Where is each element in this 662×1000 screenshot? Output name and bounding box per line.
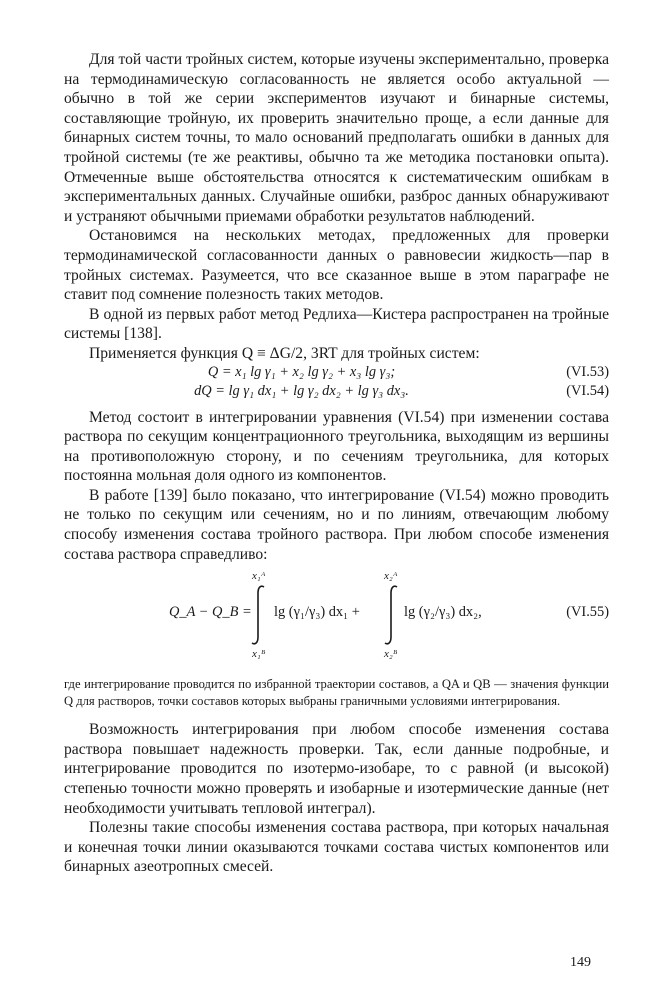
integral-2-upper-limit: x₂ᴬ [384,570,398,583]
equation-vi-54 [64,383,609,402]
integral-2-lower-limit: x₂ᴮ [384,648,398,661]
equation-vi-54-number: (VI.54) [566,382,609,399]
equation-vi-55-number: (VI.55) [566,604,609,621]
integral-2-integrand: lg (γ₂/γ₃) dx₂, [404,604,482,621]
integral-sign-icon [379,584,405,646]
integral-sign-icon [246,584,272,646]
paragraph-7: Возможность интегрирования при любом способе изменения состава раствора повышает надежность проверки. Так, если данные подробные, и интегрирование проводится по изотермо-изобаре, то с равной (и высокой) степенью точности можно проверять и изобарные и изотермические данные (нет необходимости учитывать тепловой интеграл). [64,721,609,817]
integral-1-upper-limit: x₁ᴬ [252,570,266,583]
equation-note: где интегрирование проводится по избранной траектории составов, а QA и QB — значения функции Q для растворов, точки составов которых выбраны граничными условиями интегрирования. [64,677,609,709]
equation-vi-53-body: Q = x₁ lg γ₁ + x₂ lg γ₂ + x₃ lg γ₃; [207,363,396,380]
integral-1-integrand: lg (γ₁/γ₃) dx₁ + [274,604,360,621]
paragraph-5: Метод состоит в интегрировании уравнения (VI.54) при изменении состава раствора по секущим концентрационного треугольника, выходящим из вершины на противоположную сторону, и по сечениям треугольника, для которых постоянна мольная доля одного из компонентов. [64,408,609,485]
integral-1-lower-limit: x₁ᴮ [252,648,266,661]
page-content [64,50,609,877]
paragraph-3: В одной из первых работ метод Редлиха—Кистера распространен на тройные системы [138]. [64,305,609,343]
equation-vi-53-number: (VI.53) [566,363,609,380]
page-number: 149 [570,955,591,970]
equation-vi-53 [64,364,609,383]
paragraph-8: Полезны такие способы изменения состава раствора, при которых начальная и конечная точки линии оказываются точками состава чистых компонентов или бинарных азеотропных смесей. [64,819,609,876]
paragraph-6: В работе [139] было показано, что интегрирование (VI.54) можно проводить не только по секущим или сечениям, но и по линиям, отвечающим любому способу изменения состава тройного раствора. При любом способе изменения состава раствора справедливо: [64,486,609,563]
paragraph-1: Для той части тройных систем, которые изучены экспериментально, проверка на термодинамическую согласованность не является особо актуальной — обычно в той же серии экспериментов изучают и бинарные системы, составляющие тройную, их проверить значительно проще, а если данные для бинарных систем точны, то мало оснований предполагать ошибки в данных для тройной системы (те же реактивы, обычно та же методика постановки опыта). Отмеченные выше обстоятельства относятся к систематическим ошибкам в экспериментальных данных. Случайные ошибки, разброс данных обнаруживают и устраняют обычными приемами обработки результатов наблюдений. [64,51,609,225]
paragraph-2: Остановимся на нескольких методах, предложенных для проверки термодинамической согласованности данных о равновесии жидкость—пар в тройных системах. Разумеется, что все сказанное выше в этом параграфе не ставит под сомнение полезность таких методов. [64,227,609,304]
equation-vi-55-lhs: Q_A − Q_B = [169,604,252,621]
paragraph-4: Применяется функция Q ≡ ΔG/2, 3RT для тройных систем: [89,344,480,362]
equation-vi-55 [64,570,609,666]
equation-vi-54-body: dQ = lg γ₁ dx₁ + lg γ₂ dx₂ + lg γ₃ dx₃. [194,382,409,399]
